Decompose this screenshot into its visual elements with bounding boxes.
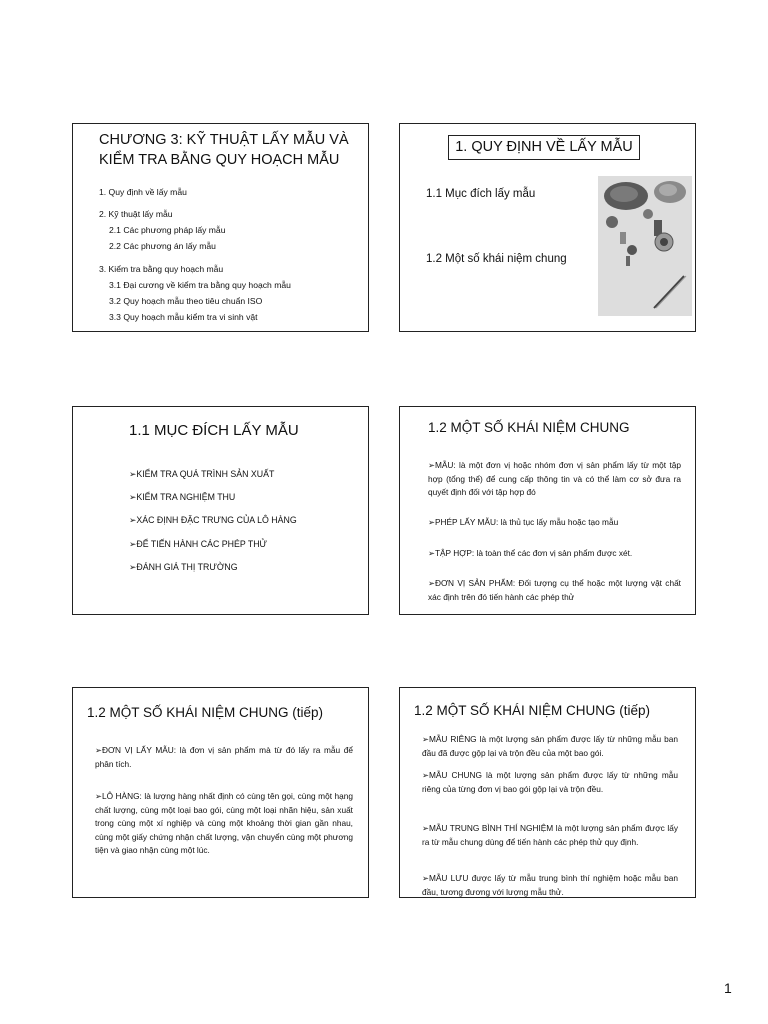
list-item: ➢KIỂM TRA NGHIỆM THU [129,492,236,502]
slide-title: 1.2 MỘT SỐ KHÁI NIỆM CHUNG (tiếp) [414,703,651,718]
definition-paragraph: ➢MẪU RIÊNG là một lượng sản phẩm được lấy từ những mẫu ban đầu đã được gộp lại và trộn đều của một bao gói. [422,734,678,758]
definition-paragraph: ➢ĐƠN VỊ LẤY MẪU: là đơn vị sản phẩm mà từ đó lấy ra mẫu để phân tích. [95,745,353,769]
toc-item: 3.1 Đại cương về kiểm tra bằng quy hoạch mẫu [109,280,291,290]
toc-item: 3. Kiểm tra bằng quy hoạch mẫu [99,264,224,274]
toc-item: 2.2 Các phương án lấy mẫu [109,241,216,251]
slide-title: CHƯƠNG 3: KỸ THUẬT LẤY MẪU VÀ KIỂM TRA BẰNG QUY HOẠCH MẪU [99,132,349,168]
slide-title: 1. QUY ĐỊNH VỀ LẤY MẪU [448,135,640,160]
list-item: ➢XÁC ĐỊNH ĐẶC TRƯNG CỦA LÔ HÀNG [129,515,297,525]
slide-title: 1.2 MỘT SỐ KHÁI NIỆM CHUNG (tiếp) [87,705,324,720]
definition-paragraph: ➢LÔ HÀNG: là lượng hàng nhất định có cùng tên gọi, cùng một hạng chất lượng, cùng một loại bao gói, cùng một loại nhãn hiệu, sản xuất trong cùng một xí nghiệp và cùng một khoảng thời gian gần nhau, cùng một giấy chứng nhận chất lượng, vận chuyển cùng một phương tiện và giao nhận cùng một lúc. [95,791,353,855]
definition-paragraph: ➢TẬP HỢP: là toàn thể các đơn vị sản phẩm được xét. [428,548,633,558]
definition-paragraph: ➢MẪU LƯU được lấy từ mẫu trung bình thí nghiệm hoặc mẫu ban đầu, tương đương với lượng mẫu thử. [422,873,678,897]
slide-general-concepts [399,406,696,615]
definition-paragraph: ➢ĐƠN VỊ SẢN PHẨM: Đối tượng cụ thể hoặc một lượng vật chất xác định trên đó tiến hành các phép thử [428,578,681,602]
list-item: ➢ĐỂ TIẾN HÀNH CÁC PHÉP THỬ [129,539,268,549]
toc-item: 2. Kỹ thuật lấy mẫu [99,209,173,219]
toc-item: 3.2 Quy hoạch mẫu theo tiêu chuẩn ISO [109,296,263,306]
slide-title: 1.2 MỘT SỐ KHÁI NIỆM CHUNG [428,420,630,435]
toc-item: 2.1 Các phương pháp lấy mẫu [109,225,226,235]
slide-title: 1.1 MỤC ĐÍCH LẤY MẪU [129,422,299,439]
lab-sample-photo [598,176,692,316]
definition-paragraph: ➢MẪU CHUNG là một lượng sản phẩm được lấy từ những mẫu riêng của từng đơn vị bao gói gộp lại và trộn đều. [422,770,678,794]
slide-general-concepts-cont-2 [399,687,696,898]
slide-sampling-rules [399,123,696,332]
toc-item: 1. Quy định về lấy mẫu [99,187,187,197]
subsection-purpose: 1.1 Mục đích lấy mẫu [426,188,536,200]
slide-chapter-overview [72,123,369,332]
slide-general-concepts-cont [72,687,369,898]
page-number: 1 [724,980,732,996]
list-item: ➢KIỂM TRA QUÁ TRÌNH SẢN XUẤT [129,469,275,479]
subsection-concepts: 1.2 Một số khái niệm chung [426,253,567,265]
definition-paragraph: ➢MẪU TRUNG BÌNH THÍ NGHIỆM là một lượng sản phẩm được lấy ra từ mẫu chung dùng để tiến hành các phép thử quy định. [422,823,678,847]
definition-paragraph: ➢PHÉP LẤY MẪU: là thủ tục lấy mẫu hoặc tạo mẫu [428,517,619,527]
definition-paragraph: ➢MẪU: là một đơn vị hoặc nhóm đơn vị sản phẩm lấy từ một tập hợp (tổng thể) để cung cấp thông tin và có thể làm cơ sở đưa ra quyết định đối với tập hợp đó [428,460,681,497]
list-item: ➢ĐÁNH GIÁ THỊ TRƯỜNG [129,562,238,572]
toc-item: 3.3 Quy hoạch mẫu kiểm tra vi sinh vật [109,312,258,322]
slide-sampling-purpose [72,406,369,615]
